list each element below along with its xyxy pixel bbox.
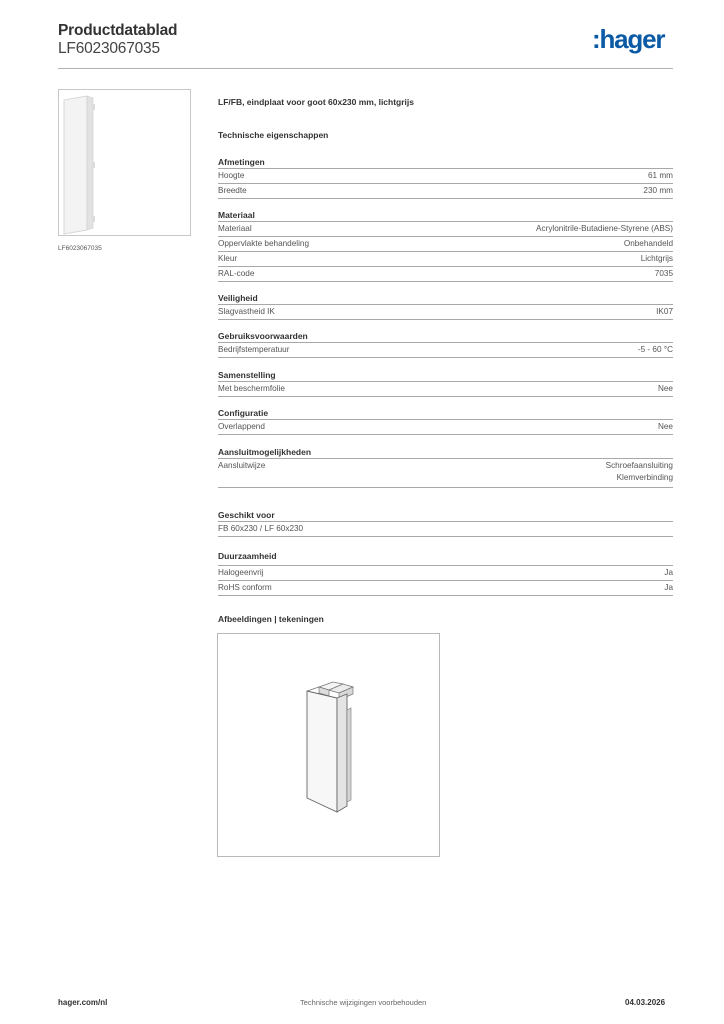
spec-row [218,304,673,319]
spec-row [218,221,673,236]
footer-date: 04.03.2026 [625,998,666,1007]
spec-value: Onbehandeld [623,239,673,248]
spec-group-title: Duurzaamheid [218,551,277,561]
spec-group-configuratie [218,407,673,435]
spec-label: Oppervlakte behandeling [218,239,310,248]
spec-divider [218,319,673,320]
spec-label: Breedte [218,186,247,195]
spec-value: Nee [657,422,673,431]
spec-row [218,342,673,357]
spec-label: Hoogte [218,171,245,180]
spec-group-title: Gebruiksvoorwaarden [218,331,308,341]
spec-value: Ja [664,583,673,592]
header-divider [58,68,673,69]
spec-divider [218,281,673,282]
spec-group-title: Veiligheid [218,293,258,303]
spec-divider [218,396,673,397]
page-title: Productdatablad [58,22,178,39]
spec-row [218,419,673,434]
spec-group-aansluitmogelijkheden [218,446,673,488]
spec-row [218,183,673,198]
thumbnail-caption: LF6023067035 [58,245,102,252]
spec-value [606,460,673,484]
spec-value: 7035 [654,269,673,278]
spec-divider [218,198,673,199]
spec-row [218,580,673,595]
end-plate-drawing-image [218,634,439,856]
spec-row [218,521,673,536]
spec-label: Materiaal [218,224,252,233]
spec-value: Lichtgrijs [640,254,673,263]
spec-divider [218,434,673,435]
spec-group-title: Materiaal [218,210,255,220]
spec-group-geschikt-voor [218,509,673,537]
end-plate-thumbnail-image [59,90,190,235]
spec-group-materiaal [218,209,673,282]
spec-group-title: Geschikt voor [218,510,275,520]
spec-group-gebruiksvoorwaarden [218,330,673,358]
spec-value: 230 mm [643,186,673,195]
spec-row [218,251,673,266]
spec-value-line: Schroefaansluiting [605,461,673,470]
footer-disclaimer: Technische wijzigingen voorbehouden [300,998,427,1007]
spec-label: Met beschermfolie [218,384,285,393]
spec-label: RAL-code [218,269,255,278]
spec-row [218,266,673,281]
spec-row [218,458,673,484]
spec-label: RoHS conform [218,583,272,592]
spec-group-duurzaamheid [218,550,673,596]
spec-value: 61 mm [647,171,673,180]
spec-label: Slagvastheid IK [218,307,275,316]
spec-group-title: Afmetingen [218,157,265,167]
product-drawing[interactable] [217,633,440,857]
drawings-heading: Afbeeldingen | tekeningen [218,614,324,624]
spec-value: Ja [664,568,673,577]
spec-label: Aansluitwijze [218,461,266,470]
spec-group-title: Aansluitmogelijkheden [218,447,312,457]
spec-label: FB 60x230 / LF 60x230 [218,524,304,533]
footer-website-link[interactable]: hager.com/nl [58,998,108,1007]
spec-group-title: Samenstelling [218,370,276,380]
spec-divider [218,536,673,537]
spec-value: Acrylonitrile-Butadiene-Styrene (ABS) [536,224,673,233]
spec-row [218,236,673,251]
spec-value: IK07 [656,307,673,316]
spec-group-samenstelling [218,369,673,397]
spec-row [218,168,673,183]
product-code: LF6023067035 [58,40,160,57]
spec-label: Halogeenvrij [218,568,264,577]
spec-label: Overlappend [218,422,265,431]
spec-label: Bedrijfstemperatuur [218,345,290,354]
spec-row [218,565,673,580]
spec-group-title: Configuratie [218,408,269,418]
spec-value: Nee [657,384,673,393]
product-description: LF/FB, eindplaat voor goot 60x230 mm, lichtgrijs [218,97,415,107]
spec-label: Kleur [218,254,238,263]
hager-logo[interactable]: :hager [592,24,665,54]
spec-divider [218,357,673,358]
spec-group-veiligheid [218,292,673,320]
spec-value: -5 - 60 °C [637,345,673,354]
spec-row [218,381,673,396]
spec-value-line: Klemverbinding [616,473,673,482]
spec-group-afmetingen [218,156,673,199]
spec-divider [218,487,673,488]
product-thumbnail[interactable] [58,89,191,236]
spec-divider [218,595,673,596]
technical-properties-heading: Technische eigenschappen [218,130,329,140]
